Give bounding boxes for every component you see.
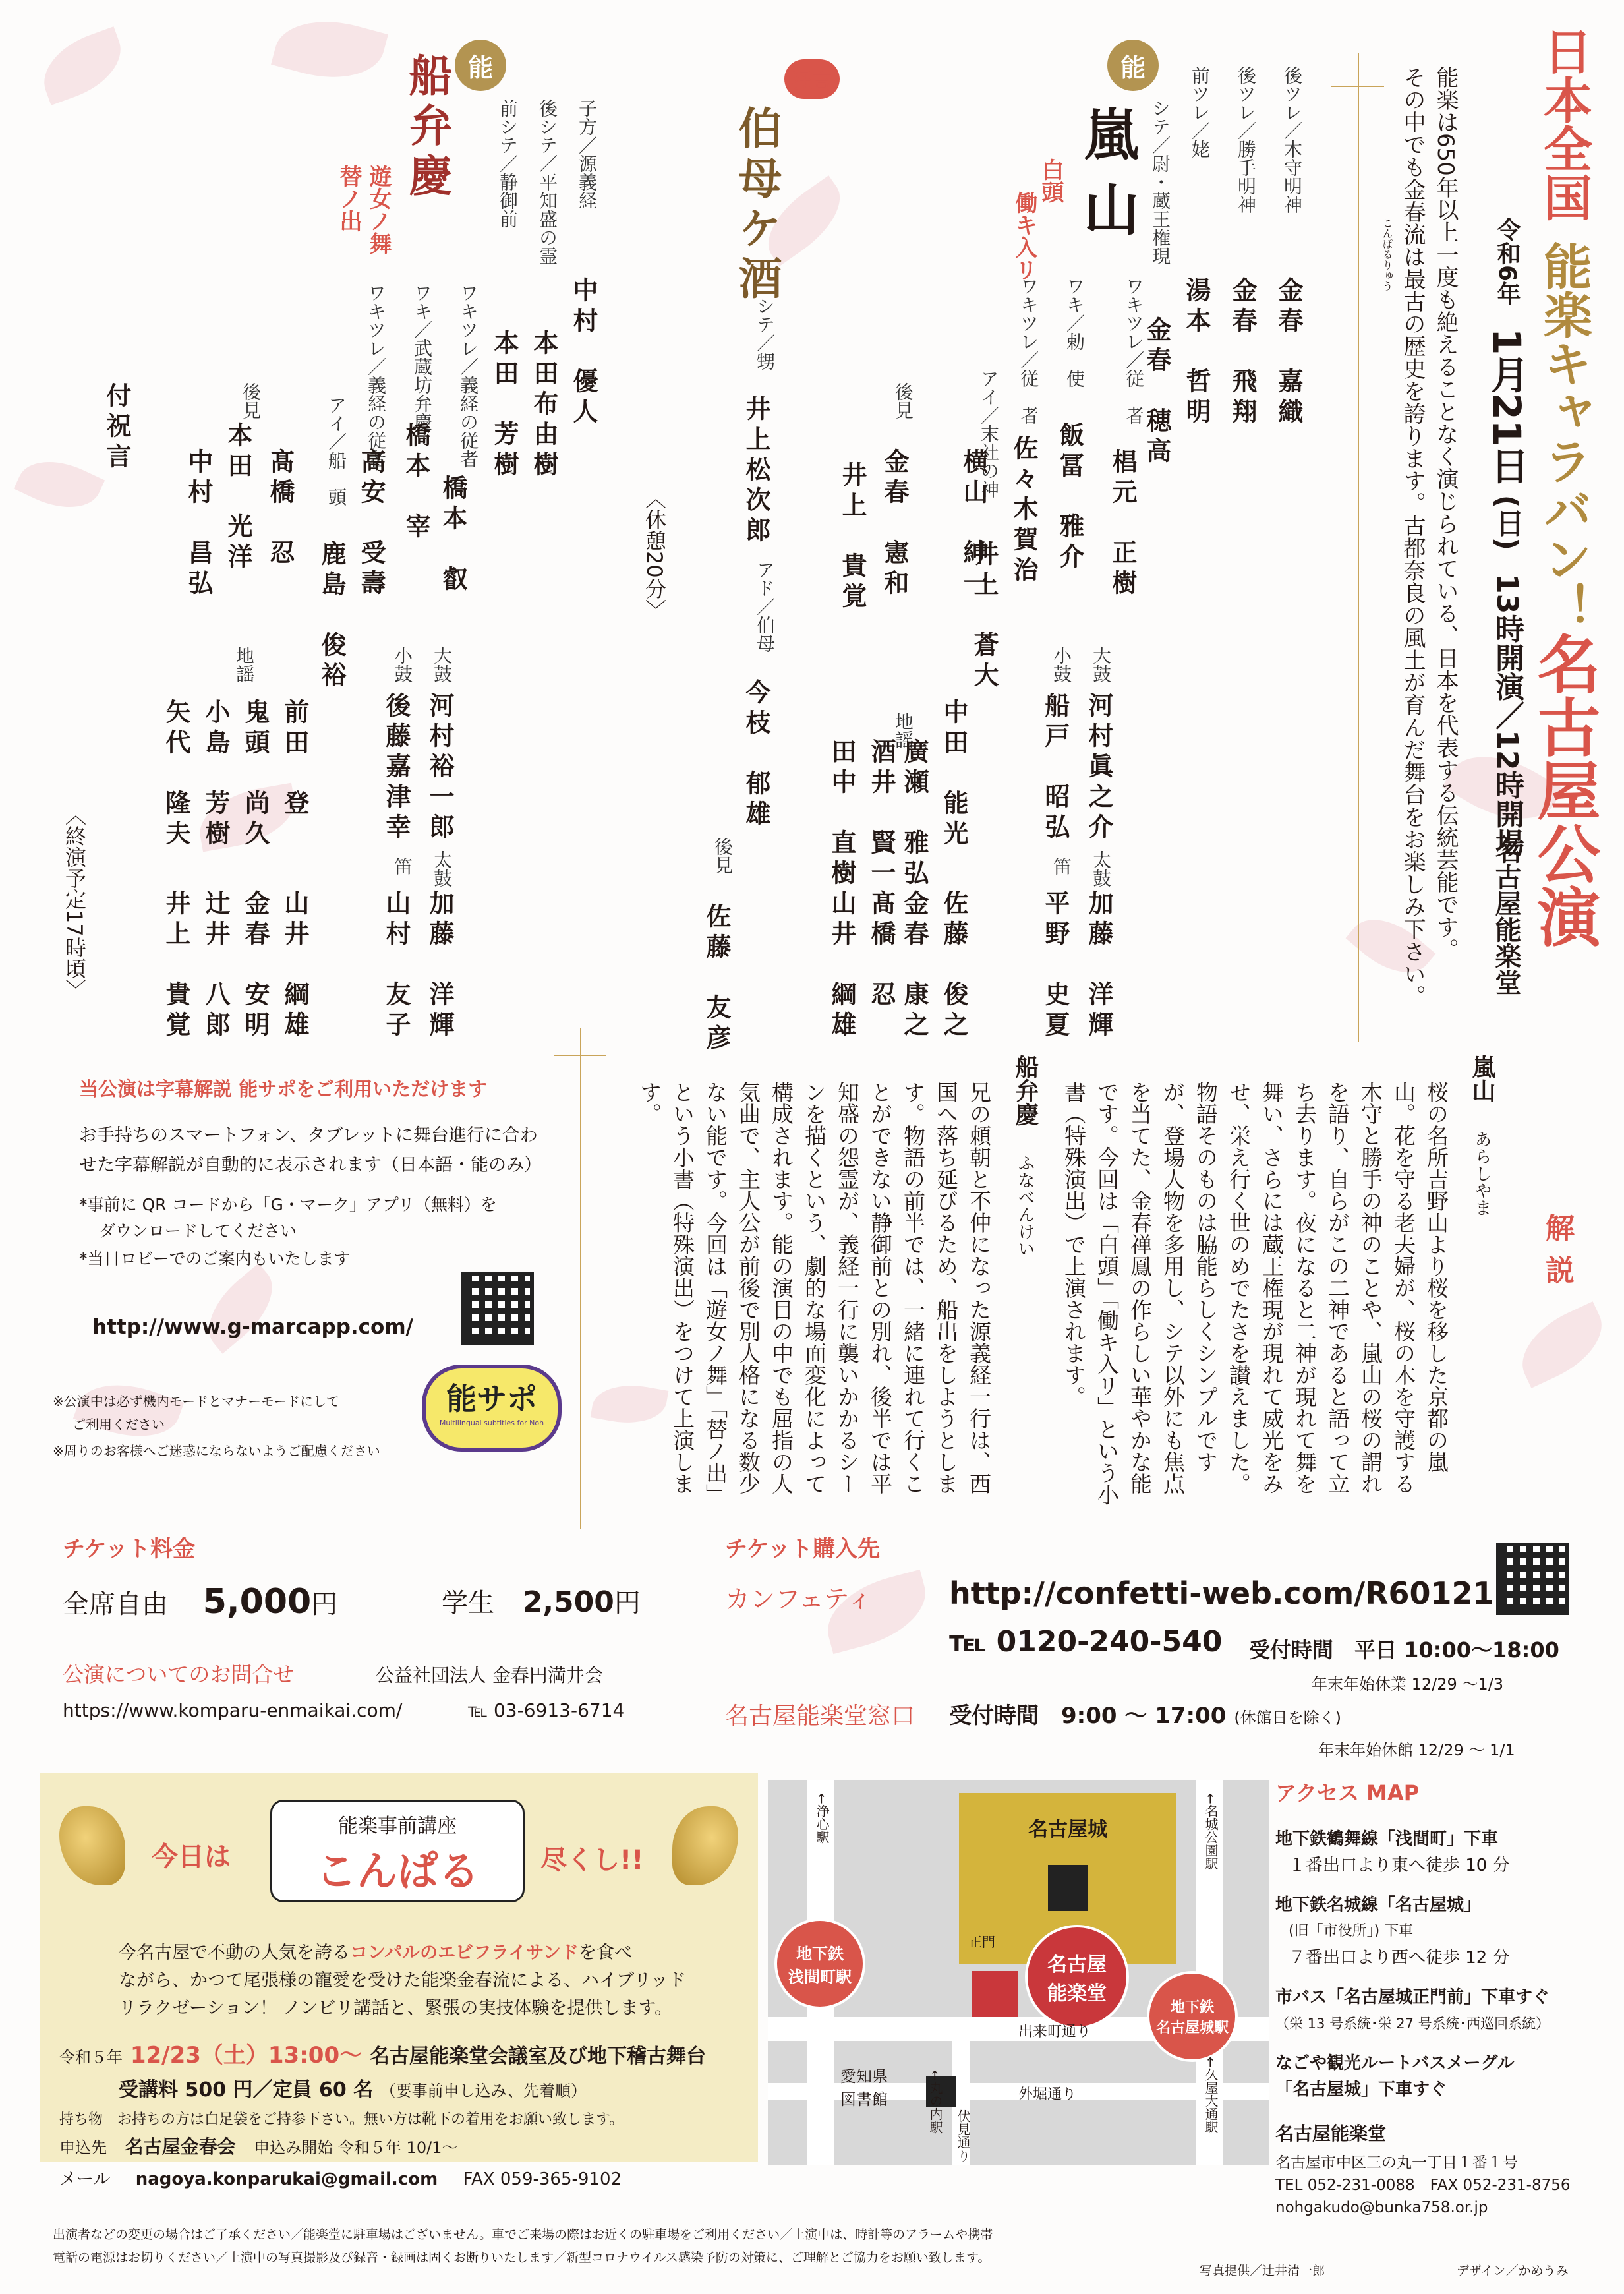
lecture-title-box <box>270 1800 525 1902</box>
access-line: 市バス「名古屋城正門前」下車すぐ <box>1275 1987 1550 2007</box>
gold-rule <box>1358 53 1359 1042</box>
cast-name: 橋本 叡 <box>438 475 467 596</box>
gold-rule <box>580 1028 581 1529</box>
access-list <box>1275 1826 1550 2103</box>
access-line: （栄 13 号系統･栄 27 号系統･西巡回系統） <box>1275 2016 1550 2032</box>
kaisetsu-funa-title <box>1008 1055 1042 1257</box>
window-hours-text: 受付時間 9:00 ～ 17:00 <box>949 1703 1227 1729</box>
kaisetsu-title: 嵐山 <box>1468 1055 1495 1102</box>
koken-label: 後見 <box>712 837 734 874</box>
hall-tel: TEL 052-231-0088 FAX 052-231-8756 <box>1275 2177 1571 2194</box>
map-library-label: 愛知県 図書館 <box>840 2067 888 2109</box>
jiutai-name: 金春 康之 <box>900 890 929 1042</box>
title-hakubo: 伯母ケ酒 <box>731 105 782 306</box>
kaisetsu-title: 船弁慶 <box>1012 1055 1039 1126</box>
map-hall-circle: 名古屋 能楽堂 <box>1025 1925 1129 2029</box>
jiutai-label: 地謡 <box>233 646 255 683</box>
window-holiday: 年末年始休館 12/29 ～ 1/1 <box>1318 1741 1515 1759</box>
lecture-text1 <box>119 1938 632 1964</box>
footer-design: デザイン／かめうみ <box>1457 2264 1569 2278</box>
shugen: 付祝言 <box>102 382 131 473</box>
title-arashiyama: 嵐山 <box>1075 105 1140 256</box>
nohsapo-logo <box>422 1365 562 1452</box>
musician-role: 大鼓 <box>431 646 453 683</box>
mail-label: メール <box>59 2169 111 2189</box>
gold-rule <box>1331 86 1384 87</box>
jimaku-url[interactable]: http://www.g-marcapp.com/ <box>92 1315 413 1339</box>
jiutai-name: 金春 安明 <box>241 890 270 1042</box>
cast-name: 佐々木賀治 <box>1009 435 1038 587</box>
general-amount: 5,000 <box>202 1582 312 1622</box>
cast-name: 本田 芳樹 <box>490 330 519 481</box>
kaisetsu-arashiyama-title <box>1465 1055 1499 1216</box>
cast-role: シテ／甥 <box>754 297 776 370</box>
musician-role: 笛 <box>1051 857 1072 875</box>
cast-role: ワキツレ／義経の従者 <box>457 283 479 468</box>
koken-label: 後見 <box>892 382 914 419</box>
jiutai-label: 地謡 <box>892 712 914 749</box>
cast-name: 本田布由樹 <box>529 330 558 481</box>
cast-name: 金春 嘉織 <box>1274 277 1303 428</box>
cast-role: アイ／末社の神 <box>978 369 1000 498</box>
title-funabenkei: 船弁慶 <box>401 53 452 203</box>
koken-name: 髙橋 忍 <box>266 448 295 570</box>
break-note: 〈休憩20分〉 <box>642 488 667 620</box>
musician-name: 加藤 洋輝 <box>425 890 454 1042</box>
musician-role: 太鼓 <box>431 850 453 887</box>
access-line: 地下鉄鶴舞線「浅間町」下車 <box>1275 1829 1499 1849</box>
musician-name: 河村眞之介 <box>1084 692 1113 844</box>
jiutai-name: 辻井 八郎 <box>201 890 230 1042</box>
confetti-label: カンフェティ <box>725 1585 873 1614</box>
footer-note2: 電話の電源はお切りください／上演中の写真撮影及び録音・録画は固くお断りいたします／新型コロナウイルス感染予防の対策に、ご理解とご協力をお願い致します。 <box>53 2250 991 2265</box>
koken-name: 中村 昌弘 <box>184 448 213 600</box>
confetti-hours: 受付時間 平日 10:00～18:00 <box>1249 1637 1559 1662</box>
jiutai-name: 酒井 賢一 <box>867 738 896 890</box>
arashiyama-sub1: 白頭 <box>1037 158 1064 203</box>
title-part3: 名古屋公演 <box>1527 632 1601 948</box>
jimaku-headline: 当公演は字幕解説 能サポをご利用いただけます <box>79 1078 488 1100</box>
musician-name: 後藤嘉津幸 <box>382 692 411 844</box>
lecture-today: 今日は <box>152 1842 231 1872</box>
jiutai-name: 廣瀬 雅弘 <box>900 738 929 890</box>
badge-noh: 能 <box>455 40 506 91</box>
cast-role: 前シテ／静御前 <box>497 99 519 228</box>
lecture-fee-note: （要事前申し込み、先着順） <box>380 2082 587 2100</box>
intro-line2: その中でも金春流は最古の歴史を誇ります。古都奈良の風土が育んだ舞台をお楽しみ下さい。 <box>1399 66 1426 1007</box>
cast-role: ワキ／武蔵坊弁慶 <box>411 283 433 431</box>
yen: 円 <box>311 1589 338 1620</box>
buy-title: チケット購入先 <box>725 1536 880 1562</box>
nohsapo-logo-text: 能サポ <box>446 1381 537 1417</box>
jiutai-name: 中田 能光 <box>939 699 968 850</box>
map-sotobori: 外堀通り <box>1018 2086 1077 2103</box>
access-line: ７番出口より西へ徒歩 12 分 <box>1289 1948 1510 1968</box>
arashiyama-sub2: 働キ入リ <box>1011 191 1037 281</box>
cast-role: ワキツレ／従 者 <box>1123 277 1145 425</box>
lecture-apply <box>59 2132 457 2159</box>
access-map <box>768 1780 1269 2165</box>
jiutai-name: 矢代 隆夫 <box>161 699 190 850</box>
cast-name: 鹿島 俊裕 <box>317 541 346 692</box>
window-label: 名古屋能楽堂窓口 <box>725 1703 915 1730</box>
cast-role: 後ツレ／勝手明神 <box>1235 66 1257 214</box>
price-title: チケット料金 <box>63 1536 195 1562</box>
end-time: 〈終演予定17時頃〉 <box>62 804 87 1000</box>
cast-name: 今枝 郁雄 <box>741 679 770 831</box>
koken-name: 横山 紳一 <box>959 448 988 600</box>
apply-name: 名古屋金春会 <box>125 2136 236 2158</box>
footer-note1: 出演者などの変更の場合はご了承ください／能楽堂に駐車場はございません。車でご来場の際はお近くの駐車場をご利用ください／上演中は、時計等のアラームや携帯 <box>53 2227 993 2242</box>
lecture-fax: FAX 059-365-9102 <box>463 2169 622 2189</box>
shachihoko-icon <box>672 1806 738 1885</box>
gold-rule <box>554 1055 606 1056</box>
funabenkei-sub2: 替ノ出 <box>335 165 362 232</box>
date-dow: (日) <box>1490 494 1524 551</box>
lecture-end: 尽くし!! <box>540 1845 644 1875</box>
cast-role: 後ツレ／木守明神 <box>1281 66 1303 214</box>
inquiry-tel: ℡ 03-6913-6714 <box>468 1699 625 1721</box>
jiutai-name: 山井 綱雄 <box>827 890 856 1042</box>
window-note: (休館日を除く) <box>1234 1709 1342 1727</box>
kaisetsu-label: 解説 <box>1540 1213 1574 1297</box>
student-label: 学生 <box>442 1588 494 1618</box>
confetti-holiday: 年末年始休業 12/29 ～1/3 <box>1312 1675 1504 1693</box>
hall-mail[interactable]: nohgakudo@bunka758.or.jp <box>1275 2199 1488 2216</box>
lecture-era: 令和５年 <box>59 2048 123 2067</box>
access-line: 地下鉄名城線「名古屋城」 <box>1275 1895 1482 1915</box>
nohsapo-logo-sub: Multilingual subtitles for Noh <box>439 1419 544 1427</box>
kaisetsu-reading: ふなべんけい <box>1015 1154 1035 1257</box>
badge-noh: 能 <box>1107 40 1159 91</box>
hall-addr: 名古屋市中区三の丸一丁目１番１号 <box>1275 2154 1518 2171</box>
lecture-fee-text: 受講料 500 円／定員 60 名 <box>119 2078 374 2102</box>
title-part1: 日本全国 <box>1536 26 1592 221</box>
lecture-text3: リラクゼーション！ ノンビリ講話と、緊張の実技体験を提供します。 <box>119 1998 673 2018</box>
map-demachi: 出来町通り <box>1018 2024 1091 2040</box>
jiutai-name: 前田 登 <box>280 699 309 820</box>
title-part2: 能楽キャラバン！ <box>1536 241 1592 632</box>
jimaku-caution2: ※周りのお客様へご迷惑にならないようご配慮ください <box>53 1443 380 1459</box>
access-line: (旧「市役所」) 下車 <box>1289 1923 1414 1939</box>
map-to-jyoshin: ←浄心駅 <box>814 1793 830 1844</box>
lecture-text2: ながら、かつて尾張様の寵愛を受けた能楽金春流による、ハイブリッド <box>119 1970 687 1991</box>
date-line <box>1484 218 1529 858</box>
cast-role: アイ／船 頭 <box>326 396 347 506</box>
cast-name: 井上松次郎 <box>741 396 770 547</box>
jiutai-name: 小島 芳樹 <box>201 699 230 850</box>
koken-label: 後見 <box>240 382 262 419</box>
cast-role: シテ／尉・蔵王権現 <box>1149 99 1171 265</box>
qr-code-icon <box>1496 1543 1569 1615</box>
castle-label: 名古屋城 <box>1028 1818 1107 1841</box>
cast-name: 井上 蒼大 <box>970 541 999 692</box>
date-md: 1月21日 <box>1484 328 1529 485</box>
lecture-highlight: コンパルのエビフライサンド <box>350 1943 579 1963</box>
cast-name: 金春 飛翔 <box>1228 277 1257 428</box>
student-price <box>442 1582 641 1620</box>
map-to-marunouchi: ←丸の内駅 <box>927 2070 943 2134</box>
musician-name: 加藤 洋輝 <box>1084 890 1113 1042</box>
access-line: １番出口より東へ徒歩 10 分 <box>1289 1856 1510 1875</box>
musician-role: 大鼓 <box>1090 646 1112 683</box>
map-fushimi: 伏見通り <box>955 2109 971 2162</box>
lecture-box <box>40 1773 758 2162</box>
venue: 名古屋能楽堂 <box>1491 837 1521 995</box>
lecture-place: 名古屋能楽堂会議室及び地下稽古舞台 <box>369 2045 706 2068</box>
map-to-hisaya: ←久屋大通駅 <box>1203 2057 1219 2134</box>
hall-info <box>1275 2123 1571 2219</box>
shachihoko-icon <box>59 1806 125 1885</box>
jiutai-name: 髙橋 忍 <box>867 890 896 1011</box>
musician-role: 小鼓 <box>392 646 413 683</box>
lecture-text: 今名古屋で不動の人気を誇る <box>119 1943 350 1963</box>
main-title <box>1527 26 1601 948</box>
cast-name: 橋本 宰 <box>401 422 430 543</box>
cast-name: 金春 穂高 <box>1142 316 1171 468</box>
access-title: アクセス MAP <box>1275 1780 1420 1806</box>
apply-label: 申込先 <box>59 2138 107 2157</box>
window-hours <box>949 1697 1341 1730</box>
kaisetsu-reading: あらしやま <box>1472 1130 1492 1216</box>
map-sengen-station: 地下鉄 浅間町駅 <box>774 1918 865 2009</box>
cast-name: 飯冨 雅介 <box>1055 422 1084 574</box>
jimaku-desc2: せた字幕解説が自動的に表示されます（日本語・能のみ） <box>79 1155 542 1175</box>
jiutai-name: 田中 直樹 <box>827 738 856 890</box>
map-hall-square <box>972 1971 1018 2017</box>
date-time: 13時開演／12時開場 <box>1490 574 1524 858</box>
musician-name: 山村 友子 <box>382 890 411 1042</box>
koken-name: 井上 貴覚 <box>838 461 867 613</box>
intro-line1: 能楽は650年以上一度も絶えることなく演じられている、日本を代表する伝統芸能です。 <box>1432 66 1459 960</box>
cast-name: 椙元 正樹 <box>1108 448 1137 600</box>
inquiry-url[interactable]: https://www.komparu-enmaikai.com/ <box>63 1699 403 1721</box>
cast-role: アド／伯母 <box>754 560 776 653</box>
apply-start: 申込み開始 令和５年 10/1～ <box>254 2138 458 2157</box>
map-seimon: 正門 <box>969 1934 995 1950</box>
access-line: なごや観光ルートバスメーグル <box>1275 2053 1515 2073</box>
cast-role: ワキツレ／義経の従者 <box>365 283 387 468</box>
jimaku-note2: *当日ロビーでのご案内もいたします <box>79 1249 351 1268</box>
musician-role: 太鼓 <box>1090 850 1112 887</box>
musician-name: 船戸 昭弘 <box>1041 692 1070 844</box>
cast-role: 子方／源義経 <box>576 99 598 210</box>
cast-role: 前ツレ／姥 <box>1189 66 1211 158</box>
jiutai-name: 山井 綱雄 <box>280 890 309 1042</box>
cast-name: 高安 受壽 <box>357 448 386 600</box>
hall-name: 名古屋能楽堂 <box>1275 2123 1387 2144</box>
lecture-date: 12/23（土）13:00～ <box>130 2042 362 2069</box>
lecture-datetime <box>59 2037 706 2069</box>
kaisetsu-arashiyama-text: 桜の名所吉野山より桜を移した京都の嵐山。花を守る老夫婦が、桜の木を守護する木守と勝手の神のことや、嵐山の桜の謂れを語り、自らがこの二神であると語って立ち去ります。夜になると二神が現れて舞を舞い、さらには蔵王権現が現れて威光をみせ、栄え行く世のめでたさを讃えました。物語そのものは脇能らしくシンプルですが、登場人物を多用し、シテ以外にも焦点を当てた、金春禅鳳の作らしい華やかな能です。今回は「白頭」「働キ入リ」という小書（特殊演出）で上演されます。 <box>1061 1081 1449 1506</box>
mail-address[interactable]: nagoya.konparukai@gmail.com <box>135 2169 438 2189</box>
jiutai-name: 佐藤 俊之 <box>939 890 968 1042</box>
date-era: 令和6年 <box>1494 218 1521 306</box>
jimaku-desc1: お手持ちのスマートフォン、タブレットに舞台進行に合わ <box>79 1125 538 1146</box>
funabenkei-sub1: 遊女ノ舞 <box>365 165 392 254</box>
footer-photo: 写真提供／辻井清一郎 <box>1200 2264 1325 2278</box>
inquiry-label: 公演についてのお問合せ <box>63 1662 295 1687</box>
general-label: 全席自由 <box>63 1589 168 1620</box>
lecture-mail <box>59 2165 622 2190</box>
jimaku-note1: *事前に QR コードから「G・マーク」アプリ（無料）を <box>79 1195 497 1214</box>
cast-role: ワキ／勅 使 <box>1064 277 1086 388</box>
badge-kyogen: 狂言 <box>784 59 840 99</box>
general-price <box>63 1582 337 1622</box>
lecture-name: こんぱる <box>315 1847 479 1895</box>
map-to-meijo: ←名城公園駅 <box>1203 1793 1219 1870</box>
kaisetsu-funa-text: 兄の頼朝と不仲になった源義経一行は、西国へ落ち延びるため、船出をしようとします。物語の前半では、一緒に連れて行くことができない静御前との別れ、後半では平知盛の怨霊が、義経一行に襲いかかるシーンを描くという、劇的な場面変化によって構成されます。能の演目の中でも屈指の人気曲で、主人公が前後で別人格になる数少ない能です。今回は「遊女ノ舞」「替ノ出」という小書（特殊演出）をつけて上演します。 <box>637 1081 992 1506</box>
access-line: 「名古屋城」下車すぐ <box>1275 2080 1447 2100</box>
yen: 円 <box>614 1588 641 1618</box>
koken-name: 本田 光洋 <box>223 422 252 574</box>
castle-icon <box>1035 1855 1101 1921</box>
map-castle-station: 地下鉄 名古屋城駅 <box>1147 1971 1238 2062</box>
cast-name: 中村 優人 <box>569 277 598 428</box>
cast-role: 後シテ／平知盛の霊 <box>536 99 558 265</box>
musician-role: 笛 <box>392 857 413 875</box>
inquiry-org: 公益社団法人 金春円満井会 <box>376 1664 603 1686</box>
musician-name: 平野 史夏 <box>1041 890 1070 1042</box>
lecture-fee <box>119 2073 587 2102</box>
lecture-bring: 持ち物 お持ちの方は白足袋をご持参下さい。無い方は靴下の着用をお願い致します。 <box>59 2111 624 2128</box>
lecture-text: を食べ <box>578 1943 632 1963</box>
lecture-series: 能楽事前講座 <box>338 1815 457 1838</box>
musician-name: 河村裕一郎 <box>425 692 454 844</box>
qr-code-icon <box>461 1272 534 1345</box>
jimaku-note1b: ダウンロードしてください <box>99 1221 297 1241</box>
cast-name: 湯本 哲明 <box>1182 277 1211 428</box>
koken-name: 金春 憲和 <box>880 448 909 600</box>
musician-role: 小鼓 <box>1051 646 1072 683</box>
confetti-tel: ℡ 0120-240-540 <box>949 1625 1223 1659</box>
jiutai-name: 鬼頭 尚久 <box>241 699 270 850</box>
jiutai-name: 井上 貴覚 <box>161 890 190 1042</box>
cast-role: ワキツレ／従 者 <box>1018 277 1039 425</box>
jimaku-caution1b: ご利用ください <box>72 1417 165 1432</box>
student-amount: 2,500 <box>522 1585 614 1619</box>
jimaku-caution1: ※公演中は必ず機内モードとマナーモードにして <box>53 1394 340 1409</box>
confetti-url[interactable]: http://confetti-web.com/R60121 <box>949 1575 1494 1611</box>
intro-ruby: こんぱるりゅう <box>1381 218 1393 291</box>
koken-name: 佐藤 友彦 <box>702 903 731 1055</box>
